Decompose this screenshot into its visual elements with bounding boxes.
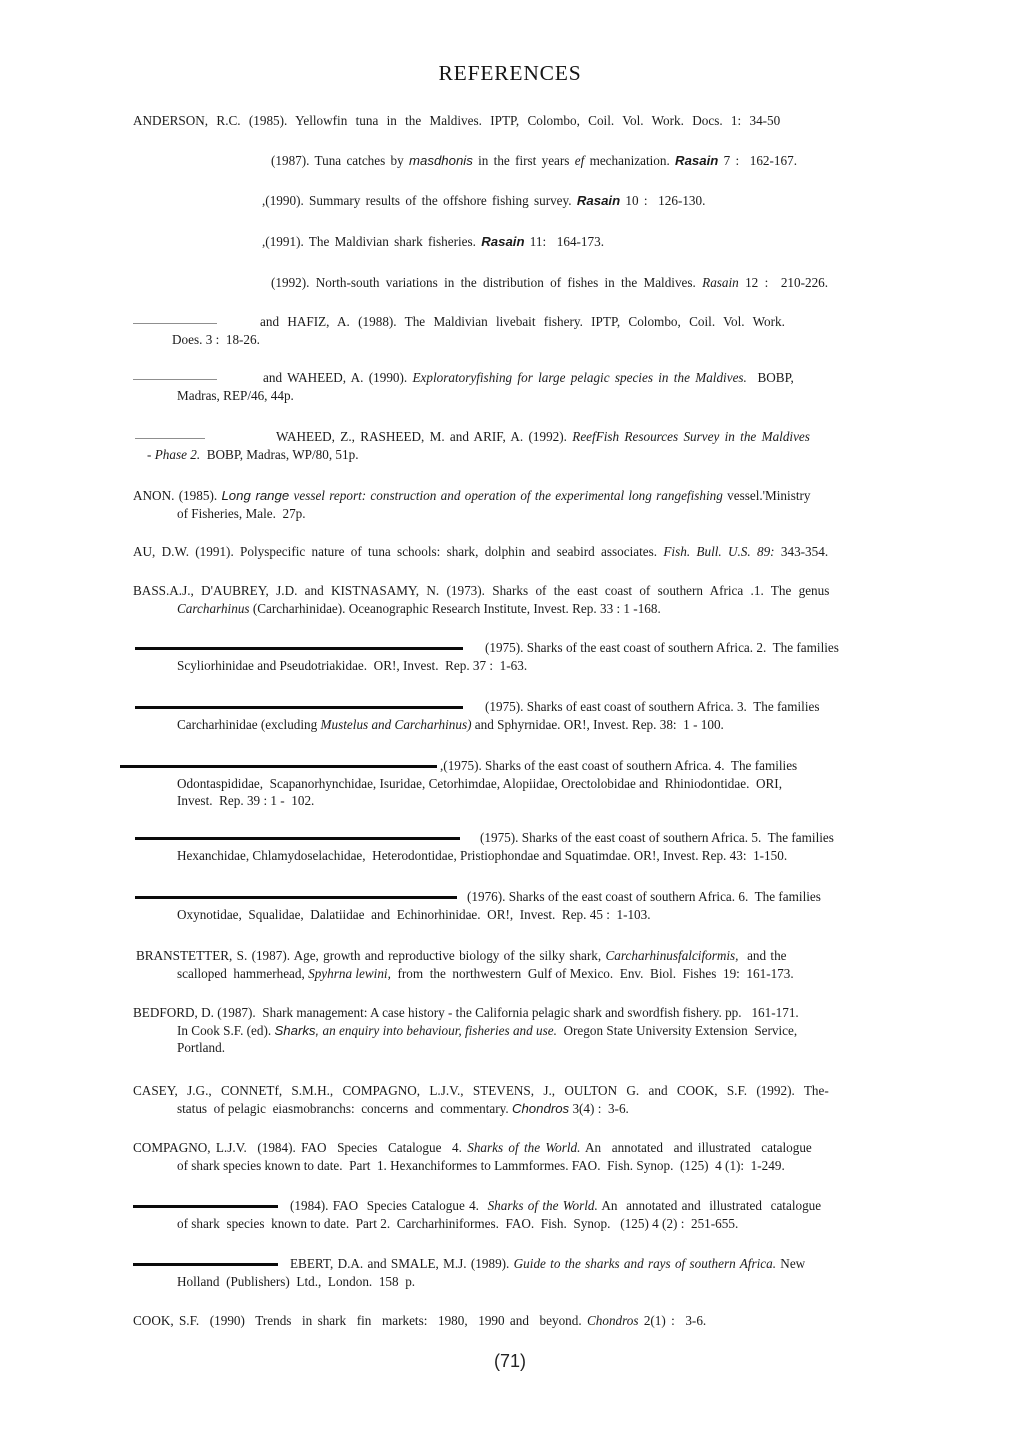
entry-text: ,(1991). The Maldivian shark fisheries. [262, 234, 482, 249]
entry-text: An annotated and illustrated catalogue [597, 1198, 822, 1213]
entry-text: ,(1990). Summary results of the offshore fishing survey. [262, 193, 577, 208]
reference-line [0, 331, 1020, 349]
entry-text: Hexanchidae, Chlamydoselachidae, Heterodontidae, Pristiophondae and Squatimdae. OR!, Invest. Rep. 43: 1-150. [177, 847, 788, 863]
entry-text: ReefFish Resources Survey in the Maldives [572, 429, 810, 444]
entry-text: ANON. (1985). [133, 488, 222, 503]
reference-entry [0, 487, 1020, 522]
entry-text: Sharks, [274, 1022, 320, 1038]
entry-text: Odontaspididae, Scapanorhynchidae, Isuridae, Cetorhimdae, Alopiidae, Orectolobidae and Rhiniodontidae. ORI, [177, 775, 782, 791]
reference-line [0, 1255, 1020, 1273]
entry-text: Long range [221, 488, 290, 503]
reference-entry [0, 1197, 1020, 1232]
entry-text: in the first years [472, 153, 575, 168]
entry-text: Chondros [586, 1313, 639, 1328]
entry-text: New [776, 1256, 806, 1271]
entry-text: WAHEED, Z., RASHEED, M. and ARIF, A. (1992). [276, 429, 573, 444]
reference-line [0, 233, 1020, 251]
entry-text: ,(1975). Sharks of the east coast of southern Africa. 4. The families [440, 758, 798, 773]
entry-text: scalloped hammerhead, [177, 965, 309, 981]
entry-text: BRANSTETTER, S. (1987). Age, growth and reproductive biology of the silky shark, [136, 948, 606, 963]
entry-text: Oxynotidae, Squalidae, Dalatiidae and Echinorhinidae. OR!, Invest. Rep. 45 : 1-103. [177, 906, 651, 922]
reference-entry [0, 192, 1020, 210]
entry-text: EBERT, D.A. and SMALE, M.J. (1989). [290, 1256, 514, 1271]
reference-line [0, 757, 1020, 775]
entry-text: Sharks of the World. [467, 1140, 581, 1155]
entry-text: masdhonis [409, 153, 473, 168]
reference-line [0, 1139, 1020, 1157]
entry-text: of shark species known to date. Part 1. Hexanchiformes to Lammformes. FAO. Fish. Synop. (125) 4 (1): 1-249. [177, 1157, 785, 1173]
reference-line [0, 152, 1020, 170]
reference-entry [0, 639, 1020, 674]
entry-text: 343-354. [774, 544, 829, 559]
reference-entry [0, 313, 1020, 348]
entry-text: Rasain [675, 153, 719, 168]
entry-text: (1975). Sharks of the east coast of southern Africa. 5. The families [480, 830, 834, 845]
entry-text: Oregon State University Extension Service, [556, 1022, 798, 1038]
reference-entry [0, 428, 1020, 463]
reference-entry [0, 1255, 1020, 1290]
entry-text: 7 : 162-167. [718, 153, 797, 168]
author-repeat-rule [133, 379, 217, 380]
reference-line [0, 775, 1020, 793]
entry-text: Rasain [702, 275, 739, 290]
entry-text: Scyliorhinidae and Pseudotriakidae. OR!, Invest. Rep. 37 : 1-63. [177, 657, 528, 673]
entry-text: vessel report: construction and operation of the experimental long rangefishing [289, 488, 723, 503]
author-repeat-rule [133, 323, 217, 324]
entry-text: COOK, S.F. (1990) Trends in shark fin markets: 1980, 1990 and beyond. [133, 1313, 587, 1328]
reference-entry [0, 369, 1020, 404]
entry-text: Fish. Bull. U.S. 89: [663, 544, 775, 559]
entry-text: of Fisheries, Male. 27p. [177, 505, 306, 521]
reference-line [0, 1197, 1020, 1215]
entry-text: and the [738, 948, 787, 963]
author-repeat-rule [135, 706, 463, 710]
author-repeat-rule [135, 896, 457, 900]
reference-line [0, 1312, 1020, 1330]
author-repeat-rule [135, 438, 205, 439]
reference-entry [0, 582, 1020, 617]
reference-line [0, 112, 1020, 130]
page-number: (71) [493, 1351, 526, 1371]
entry-text: Portland. [177, 1040, 225, 1056]
reference-entry [0, 757, 1020, 810]
entry-text: of shark species known to date. Part 2. Carcharhiniformes. FAO. Fish. Synop. (125) 4 (2) : 251-655. [177, 1215, 739, 1231]
reference-line [0, 1004, 1020, 1022]
entry-text: Carcharhinus [177, 600, 250, 616]
reference-entry [0, 152, 1020, 170]
entry-text: In Cook S.F. (ed). [177, 1022, 275, 1038]
entry-text: Invest. Rep. 39 : 1 - 102. [177, 793, 315, 809]
author-repeat-rule [120, 765, 437, 769]
entry-text: Mustelus and Carcharhinus) [320, 716, 472, 732]
reference-entry [0, 112, 1020, 130]
reference-line [0, 313, 1020, 331]
entry-text: (1975). Sharks of east coast of southern Africa. 3. The families [485, 699, 820, 714]
entry-text: and HAFIZ, A. (1988). The Maldivian livebait fishery. IPTP, Colombo, Coil. Vol. Work. [260, 314, 785, 329]
entry-text: 12 : 210-226. [738, 275, 829, 290]
entry-text: Rasain [576, 193, 621, 208]
entry-text: ef [574, 153, 585, 168]
reference-line [0, 639, 1020, 657]
reference-entry [0, 888, 1020, 923]
reference-line [0, 446, 1020, 464]
entry-text: Spyhrna lewini, [308, 965, 391, 981]
reference-line [0, 829, 1020, 847]
reference-line [0, 428, 1020, 446]
reference-entry [0, 698, 1020, 733]
reference-entry [0, 274, 1020, 292]
reference-line [0, 906, 1020, 924]
entry-text: Holland (Publishers) Ltd., London. 158 p. [177, 1273, 416, 1289]
entry-text: CASEY, J.G., CONNETf, S.M.H., COMPAGNO, L.J.V., STEVENS, J., OULTON G. and COOK, S.F. (1992). The- [133, 1083, 829, 1098]
reference-entry [0, 947, 1020, 982]
entry-text: (1987). Tuna catches by [271, 153, 410, 168]
entry-text: mechanization. [584, 153, 676, 168]
reference-line [0, 192, 1020, 210]
entry-text: an enquiry into behaviour, fisheries and use. [319, 1022, 557, 1038]
entry-text: Guide to the sharks and rays of southern Africa. [513, 1256, 776, 1271]
reference-line [0, 698, 1020, 716]
entry-text: Rasain [481, 234, 525, 249]
entry-text: (1992). North-south variations in the distribution of fishes in the Maldives. [271, 275, 703, 290]
reference-entry [0, 1004, 1020, 1057]
reference-entry [0, 233, 1020, 251]
entry-text: status of pelagic eiasmobranchs: concerns and commentary. [177, 1100, 512, 1116]
entry-text: Carcharhinidae (excluding [177, 716, 321, 732]
entry-text: An annotated and illustrated catalogue [580, 1140, 812, 1155]
entry-text: BASS.A.J., D'AUBREY, J.D. and KISTNASAMY, N. (1973). Sharks of the east coast of southern Africa .1. The genus [133, 583, 830, 598]
entry-text: AU, D.W. (1991). Polyspecific nature of tuna schools: shark, dolphin and seabird associates. [133, 544, 664, 559]
entry-text: Carcharhinusfalciformis, [605, 948, 739, 963]
reference-line [0, 1157, 1020, 1175]
entry-text: 2(1) : 3-6. [638, 1313, 707, 1328]
reference-line [0, 847, 1020, 865]
entry-text: Exploratoryfishing for large pelagic species in the Maldives. [412, 370, 747, 385]
author-repeat-rule [133, 1263, 278, 1267]
entry-text: Does. 3 : 18-26. [172, 331, 260, 347]
reference-line [0, 487, 1020, 505]
reference-line [0, 965, 1020, 983]
author-repeat-rule [135, 837, 460, 841]
entry-text: and WAHEED, A. (1990). [263, 370, 413, 385]
entry-text: (1975). Sharks of the east coast of southern Africa. 2. The families [485, 640, 839, 655]
author-repeat-rule [135, 647, 463, 651]
entry-text: (Carcharhinidae). Oceanographic Research Institute, Invest. Rep. 33 : 1 -168. [249, 600, 661, 616]
reference-line [0, 716, 1020, 734]
reference-line [0, 274, 1020, 292]
reference-line [0, 792, 1020, 810]
entry-text: 11: 164-173. [524, 234, 605, 249]
reference-line [0, 369, 1020, 387]
reference-line [0, 1273, 1020, 1291]
entry-text: Chondros [511, 1100, 570, 1116]
author-repeat-rule [133, 1205, 278, 1209]
entry-text: BOBP, Madras, WP/80, 51p. [200, 446, 359, 462]
reference-entry [0, 1139, 1020, 1174]
reference-line [0, 947, 1020, 965]
reference-line [0, 888, 1020, 906]
entry-text: (1976). Sharks of the east coast of southern Africa. 6. The families [467, 889, 821, 904]
reference-line [0, 1022, 1020, 1040]
entry-text: (1984). FAO Species Catalogue 4. [290, 1198, 488, 1213]
entry-text: Phase 2. [154, 446, 201, 462]
entry-text: vessel.'Ministry [722, 488, 811, 503]
reference-line [0, 1082, 1020, 1100]
reference-line [0, 1215, 1020, 1233]
entry-text: Madras, REP/46, 44p. [177, 387, 294, 403]
entry-text: from the northwestern Gulf of Mexico. Env. Biol. Fishes 19: 161-173. [390, 965, 794, 981]
entry-text: Sharks of the World. [487, 1198, 598, 1213]
reference-line [0, 1100, 1020, 1118]
page-title: REFERENCES [438, 61, 582, 85]
entry-text: BEDFORD, D. (1987). Shark management: A case history - the California pelagic shark and swordfish fishery. pp. 161-171. [133, 1005, 799, 1020]
entry-text: 3(4) : 3-6. [569, 1100, 629, 1116]
reference-line [0, 582, 1020, 600]
entry-text: ANDERSON, R.C. (1985). Yellowfin tuna in the Maldives. IPTP, Colombo, Coil. Vol. Work. Docs. 1: 34-50 [133, 113, 781, 128]
reference-entry [0, 829, 1020, 864]
entry-text: BOBP, [746, 370, 794, 385]
entry-text: 10 : 126-130. [620, 193, 706, 208]
entry-text: and Sphyrnidae. OR!, Invest. Rep. 38: 1 - 100. [471, 716, 724, 732]
reference-line [0, 543, 1020, 561]
reference-line [0, 505, 1020, 523]
reference-entry [0, 543, 1020, 561]
entry-text: - [147, 446, 155, 462]
reference-entry [0, 1312, 1020, 1330]
reference-line [0, 657, 1020, 675]
reference-line [0, 387, 1020, 405]
reference-line [0, 1039, 1020, 1057]
entry-text: COMPAGNO, L.J.V. (1984). FAO Species Catalogue 4. [133, 1140, 468, 1155]
reference-line [0, 600, 1020, 618]
reference-entry [0, 1082, 1020, 1117]
